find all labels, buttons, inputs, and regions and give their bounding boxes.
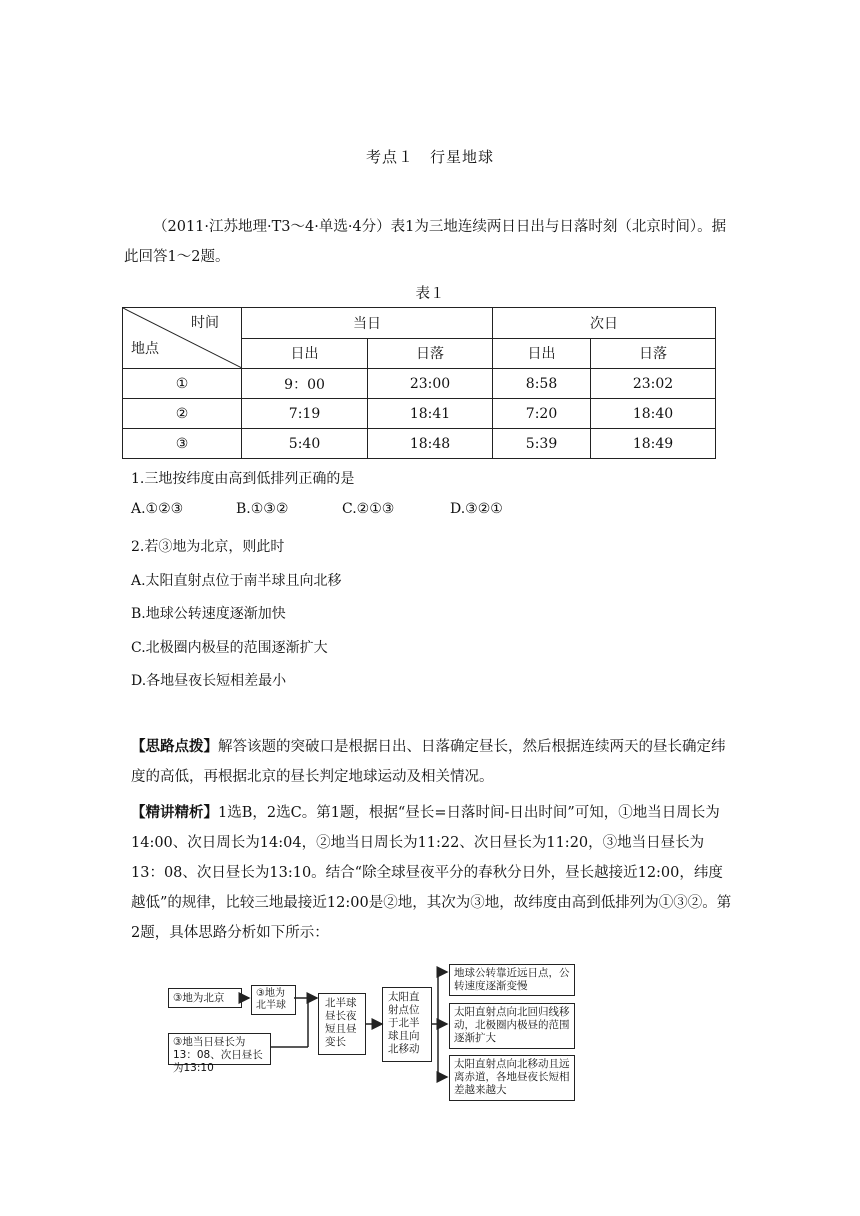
option-d: D.各地昼夜长短相差最小 (131, 673, 287, 689)
explanation-tag: 【精讲精析】 (131, 804, 218, 821)
question-1-options (131, 501, 731, 517)
option-b: B.地球公转速度逐渐加快 (131, 606, 286, 622)
table-cell: 5:39 (493, 429, 591, 459)
flow-result-2: 太阳直射点向北回归线移动，北极圈内极昼的范围逐渐扩大 (449, 1003, 575, 1049)
question-1-stem: 1.三地按纬度由高到低排列正确的是 (131, 471, 355, 487)
option-c: C.北极圈内极昼的范围逐渐扩大 (131, 640, 328, 656)
sunrise-sunset-table (122, 307, 716, 459)
flow-result-3: 太阳直射点向北移动且远离赤道，各地昼夜长短相差越来越大 (449, 1055, 575, 1101)
header-day2: 次日 (493, 308, 716, 339)
table-cell: 23:00 (368, 369, 493, 399)
subheader-sunset: 日落 (368, 338, 493, 369)
table-row (123, 399, 716, 429)
table-cell: 7:19 (242, 399, 368, 429)
subheader-sunrise: 日出 (242, 338, 368, 369)
subheader-sunset: 日落 (591, 338, 716, 369)
table-cell: 23:02 (591, 369, 716, 399)
flow-box-day-length: ③地当日昼长为13：08、次日昼长为13:10 (168, 1033, 271, 1065)
table-cell: 18:40 (591, 399, 716, 429)
table-cell: 18:48 (368, 429, 493, 459)
table-cell: 18:41 (368, 399, 493, 429)
subheader-sunrise: 日出 (493, 338, 591, 369)
flow-result-1: 地球公转靠近远日点，公转速度逐渐变慢 (449, 964, 575, 996)
row-place: ① (123, 369, 242, 399)
header-day1: 当日 (242, 308, 493, 339)
row-place: ② (123, 399, 242, 429)
hint-tag: 【思路点拨】 (131, 738, 218, 755)
option-a: A.太阳直射点位于南半球且向北移 (131, 573, 342, 589)
analysis-hint (131, 732, 737, 792)
table-row (123, 369, 716, 399)
header-time: 时间 (191, 315, 219, 331)
option-c: C.②①③ (342, 501, 395, 517)
flow-box-day-longer: 北半球昼长夜短且昼变长 (318, 993, 366, 1055)
flow-box-northern-hemisphere: ③地为北半球 (251, 985, 296, 1015)
flow-box-beijing: ③地为北京 (168, 988, 242, 1008)
table-cell: 5:40 (242, 429, 368, 459)
option-a: A.①②③ (131, 501, 184, 517)
table-row (123, 429, 716, 459)
row-place: ③ (123, 429, 242, 459)
table-caption: 表１ (415, 286, 445, 302)
question-intro: （2011·江苏地理·T3～4·单选·4分）表1为三地连续两日日出与日落时刻（北京时间）。据此回答1～2题。 (124, 219, 727, 265)
page-title: 考点１ 行星地球 (365, 148, 494, 166)
question-2-stem: 2.若③地为北京，则此时 (131, 539, 285, 555)
table-cell: 8:58 (493, 369, 591, 399)
option-b: B.①③② (236, 501, 289, 517)
table-cell: 9：00 (242, 369, 368, 399)
flow-box-subsolar-point: 太阳直射点位于北半球且向北移动 (382, 987, 432, 1062)
table-cell: 7:20 (493, 399, 591, 429)
header-place: 地点 (131, 341, 159, 357)
explanation-text: 1选B，2选C。第1题，根据“昼长=日落时间-日出时间”可知，①地当日周长为14:00、次日周长为14:04，②地当日周长为11:22、次日昼长为11:20，③地当日昼长为13：08、次日昼长为13:10。结合“除全球昼夜平分的春秋分日外，昼长越接近12:00，纬度越低”的规律，比较三地最接近12:00是②地，其次为③地，故纬度由高到低排列为①③②。第2题，具体思路分析如下所示： (131, 805, 732, 941)
table-corner-cell (123, 308, 242, 369)
table-cell: 18:49 (591, 429, 716, 459)
analysis-explanation (131, 798, 737, 948)
hint-text: 解答该题的突破口是根据日出、日落确定昼长，然后根据连续两天的昼长确定纬度的高低，再根据北京的昼长判定地球运动及相关情况。 (131, 739, 726, 785)
option-d: D.③②① (450, 501, 503, 517)
